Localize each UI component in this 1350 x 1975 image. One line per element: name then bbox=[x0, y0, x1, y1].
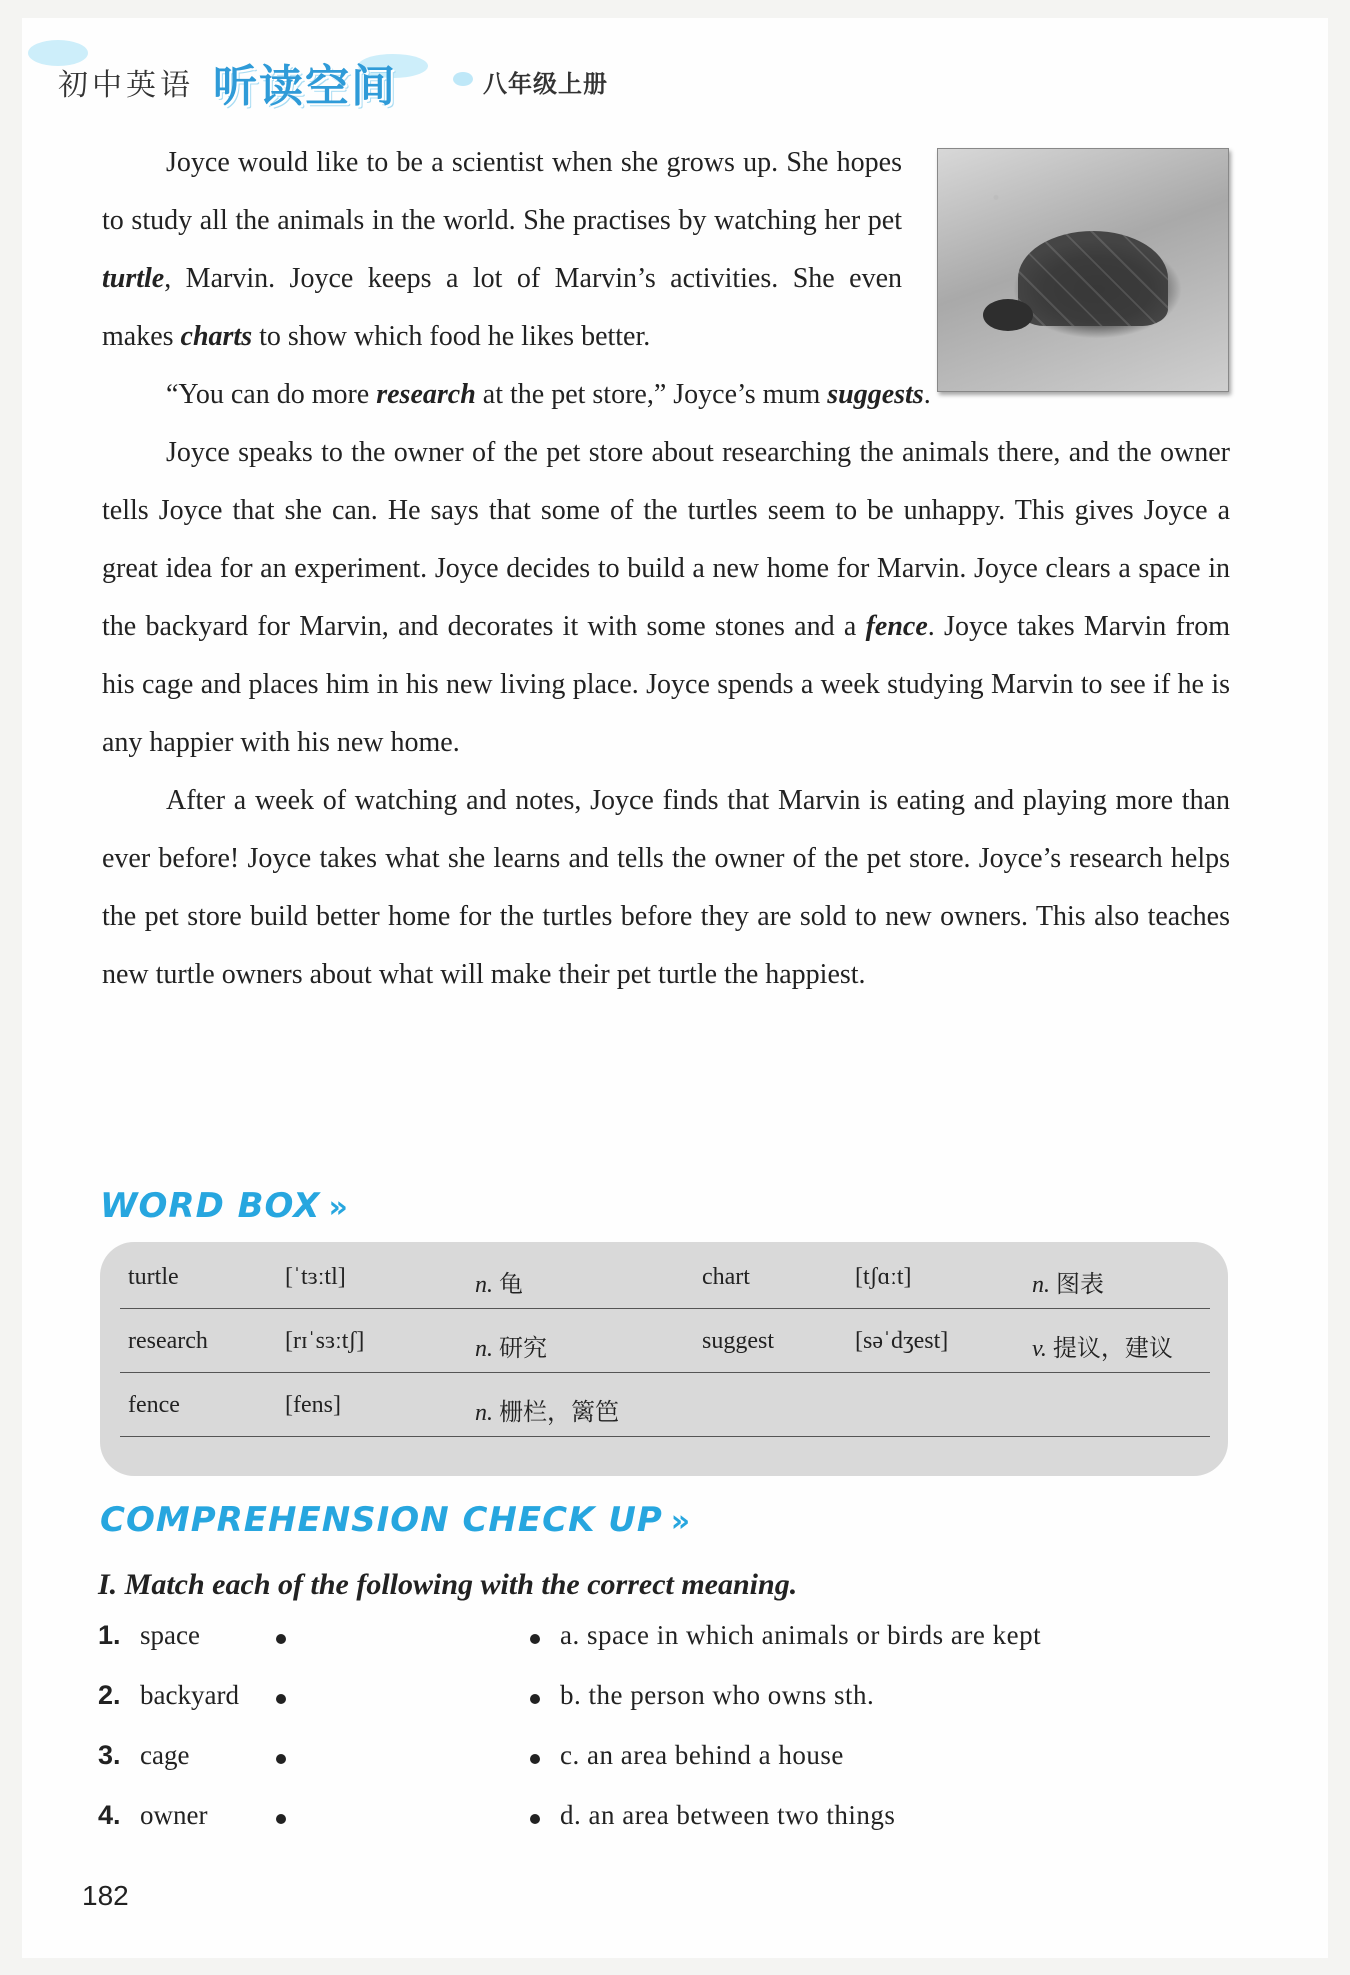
phonetic: [səˈdʒest] bbox=[855, 1328, 949, 1354]
section-title: WORD BOX bbox=[100, 1186, 321, 1226]
matching-item bbox=[98, 1800, 1198, 1840]
match-dot-left[interactable] bbox=[276, 1814, 286, 1824]
meaning: 图表 bbox=[1056, 1272, 1104, 1298]
paragraph bbox=[102, 424, 1230, 772]
phonetic: [ˈtɜːtl] bbox=[285, 1264, 346, 1290]
matching-item bbox=[98, 1740, 1198, 1780]
passage-text: , Marvin. Joyce keeps a lot of Marvin’s activities. She even makes bbox=[102, 263, 902, 352]
item-term: cage bbox=[140, 1740, 190, 1770]
meaning: 栅栏，篱笆 bbox=[499, 1400, 619, 1426]
keyword: research bbox=[376, 379, 476, 410]
passage-text: After a week of watching and notes, Joyce finds that Marvin is eating and playing more than ever before! Joyce takes what she learns and tells the owner of the pet store. Joyce’s research helps the pet store build better home for the turtles before they are sold to new owners. This also teaches new turtle owners about what will make their pet turtle the happiest. bbox=[102, 785, 1230, 990]
item-definition: d. an area between two things bbox=[560, 1800, 896, 1830]
phonetic: [tʃɑːt] bbox=[855, 1264, 912, 1290]
word-row bbox=[120, 1310, 1210, 1373]
match-dot-right[interactable] bbox=[530, 1754, 540, 1764]
part-of-speech: n. bbox=[475, 1400, 493, 1426]
meaning: 提议，建议 bbox=[1052, 1336, 1173, 1362]
passage-text: . bbox=[923, 379, 931, 410]
matching-item bbox=[98, 1680, 1198, 1720]
keyword: fence bbox=[865, 611, 928, 642]
section-title: COMPREHENSION CHECK UP bbox=[100, 1500, 663, 1540]
keyword: suggests bbox=[827, 379, 924, 410]
part-of-speech: n. bbox=[475, 1336, 493, 1362]
match-dot-left[interactable] bbox=[276, 1694, 286, 1704]
word-row bbox=[120, 1374, 1210, 1437]
part-of-speech: n. bbox=[1032, 1272, 1050, 1298]
item-term: space bbox=[140, 1620, 200, 1650]
part-of-speech: v. bbox=[1032, 1336, 1047, 1362]
item-number: 3. bbox=[98, 1740, 121, 1770]
cloud-bullet-icon bbox=[453, 72, 473, 86]
double-chevron-icon: » bbox=[670, 1504, 692, 1539]
match-dot-right[interactable] bbox=[530, 1634, 540, 1644]
word: suggest bbox=[702, 1328, 774, 1354]
keyword: turtle bbox=[102, 263, 165, 294]
word: turtle bbox=[128, 1264, 179, 1290]
item-term: owner bbox=[140, 1800, 208, 1830]
word: chart bbox=[702, 1264, 750, 1290]
page-number: 182 bbox=[82, 1880, 129, 1911]
grade-label: 八年级上册 bbox=[483, 70, 608, 98]
reading-passage bbox=[102, 134, 1230, 1004]
part-of-speech: n. bbox=[475, 1272, 493, 1298]
match-dot-right[interactable] bbox=[530, 1694, 540, 1704]
item-number: 2. bbox=[98, 1680, 121, 1710]
paragraph bbox=[102, 772, 1230, 1004]
passage-text: to show which food he likes better. bbox=[252, 321, 651, 352]
word-row bbox=[120, 1246, 1210, 1309]
passage-text: Joyce speaks to the owner of the pet store about researching the animals there, and the owner tells Joyce that she can. He says that some of the turtles seem to be unhappy. This gives Joyce a great idea for an experiment. Joyce decides to build a new home for Marvin. Joyce clears a space in the backyard for Marvin, and decorates it with some stones and a bbox=[102, 437, 1230, 642]
series-title: 初中英语 bbox=[58, 68, 194, 103]
item-definition: c. an area behind a house bbox=[560, 1740, 844, 1770]
word-box-table bbox=[100, 1242, 1228, 1476]
phonetic: [fens] bbox=[285, 1392, 341, 1418]
passage-text: at the pet store,” Joyce’s mum bbox=[475, 379, 828, 410]
passage-text: Joyce would like to be a scientist when she grows up. She hopes to study all the animals in the world. She practises by watching her pet bbox=[102, 147, 902, 236]
match-dot-left[interactable] bbox=[276, 1634, 286, 1644]
phonetic: [rɪˈsɜːtʃ] bbox=[285, 1328, 365, 1354]
comprehension-heading bbox=[100, 1500, 691, 1540]
meaning: 龟 bbox=[499, 1272, 523, 1298]
word: fence bbox=[128, 1392, 180, 1418]
passage-text: . Joyce takes Marvin from his cage and places him in his new living place. Joyce spends a week studying Marvin to see if he is any happier with his new home. bbox=[102, 611, 1231, 758]
item-definition: b. the person who owns sth. bbox=[560, 1680, 875, 1710]
word-box-heading bbox=[100, 1186, 349, 1226]
keyword: charts bbox=[180, 321, 253, 352]
exercise-instruction: I. Match each of the following with the correct meaning. bbox=[98, 1568, 798, 1601]
item-number: 4. bbox=[98, 1800, 121, 1830]
item-definition: a. space in which animals or birds are kept bbox=[560, 1620, 1042, 1650]
match-dot-left[interactable] bbox=[276, 1754, 286, 1764]
brand-logo: 听读空间 bbox=[213, 61, 397, 112]
page-header bbox=[28, 34, 1128, 114]
paragraph bbox=[102, 134, 902, 366]
word: research bbox=[128, 1328, 208, 1354]
match-dot-right[interactable] bbox=[530, 1814, 540, 1824]
matching-item bbox=[98, 1620, 1198, 1660]
item-number: 1. bbox=[98, 1620, 121, 1650]
meaning: 研究 bbox=[499, 1336, 547, 1362]
passage-text: “You can do more bbox=[166, 379, 377, 410]
item-term: backyard bbox=[140, 1680, 239, 1710]
double-chevron-icon: » bbox=[328, 1190, 349, 1225]
paragraph bbox=[102, 366, 1230, 424]
